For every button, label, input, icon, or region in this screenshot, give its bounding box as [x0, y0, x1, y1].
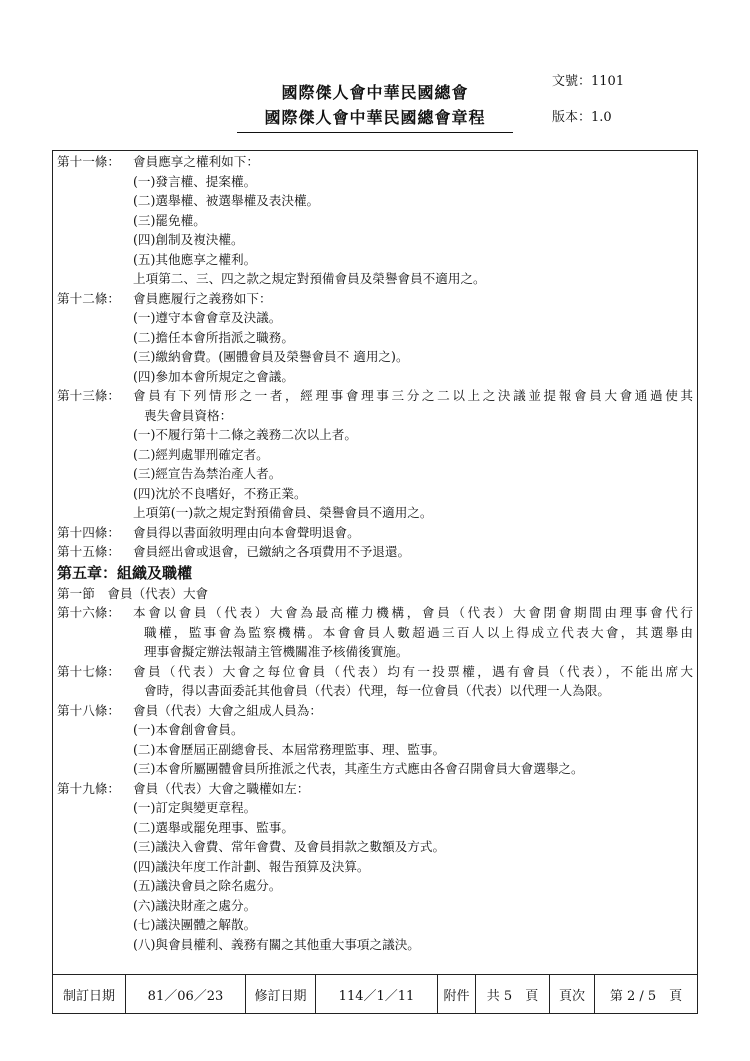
article-item: (二)選舉或罷免理事、監事。 — [133, 819, 294, 835]
article-item: (三)經宣告為禁治產人者。 — [133, 466, 282, 481]
attachment-value: 共 5 頁 — [476, 975, 550, 1013]
content-frame — [52, 150, 698, 975]
article-item: 上項第(一)款之規定對預備會員、榮譽會員不適用之。 — [133, 505, 433, 520]
article-text: 會員有下列情形之一者，經理事會理事三分之二以上之決議並提報會員大會通過使其 — [133, 388, 693, 403]
article-item: (二)經判處罪刑確定者。 — [133, 446, 269, 462]
article-item: (一)發言權、提案權。 — [133, 173, 257, 189]
article-item: (二)擔任本會所指派之職務。 — [133, 329, 294, 345]
article-label: 第十六條： — [57, 605, 120, 620]
article-item: (四)沈於不良嗜好，不務正業。 — [133, 485, 307, 501]
article-label: 第十三條： — [57, 388, 120, 403]
article-item: (四)創制及複決權。 — [133, 232, 244, 247]
article-line — [57, 779, 693, 799]
article-item: (二)選舉權、被選舉權及表決權。 — [133, 193, 320, 208]
article-item: (一)不履行第十二條之義務二次以上者。 — [133, 427, 357, 442]
article-item: (五)議決會員之除名處分。 — [133, 878, 282, 893]
article-line — [57, 523, 693, 543]
document-title: 國際傑人會中華民國總會章程 — [237, 105, 513, 133]
doc-number: 文號：1101 — [552, 74, 625, 89]
article-item: (一)訂定與變更章程。 — [133, 800, 257, 815]
article-line — [57, 603, 693, 623]
article-item: (一)本會創會會員。 — [133, 722, 244, 737]
article-label: 第十八條： — [57, 702, 120, 718]
organization-name: 國際傑人會中華民國總會 — [281, 83, 469, 102]
article-line — [57, 386, 693, 406]
article-text: 會員（代表）大會之每位會員（代表）均有一投票權，遇有會員（代表），不能出席大 — [133, 663, 693, 679]
article-label: 第十四條： — [57, 524, 120, 540]
article-line — [57, 701, 693, 721]
article-item: (三)本會所屬團體會員所推派之代表，其產生方式應由各會召開會員大會選舉之。 — [133, 761, 584, 776]
article-item: (一)遵守本會會章及決議。 — [133, 310, 282, 325]
article-label: 第十七條： — [57, 663, 120, 679]
article-item: (二)本會歷屆正副總會長、本屆常務理監事、理、監事。 — [133, 741, 446, 757]
article-text: 會員（代表）大會之職權如左： — [133, 780, 310, 796]
page-label: 頁次 — [550, 975, 595, 1013]
article-text: 會員經出會或退會，已繳納之各項費用不予退還。 — [133, 544, 411, 559]
revise-date-value: 114／1／11 — [316, 975, 438, 1013]
article-continuation: 喪失會員資格： — [144, 407, 233, 423]
article-line — [57, 152, 693, 172]
article-item: (四)議決年度工作計劃、報告預算及決算。 — [133, 858, 370, 874]
article-item: (七)議決團體之解散。 — [133, 917, 257, 932]
article-item: (六)議決財產之處分。 — [133, 897, 257, 913]
articles-bottom — [57, 603, 693, 954]
article-continuation: 理事會擬定辦法報請主管機關准予核備後實施。 — [144, 644, 409, 659]
article-content — [57, 152, 693, 954]
article-continuation: 會時，得以書面委託其他會員（代表）代理，每一位會員（代表）以代理一人為限。 — [144, 683, 610, 698]
article-item: (八)與會員權利、義務有關之其他重大事項之議決。 — [133, 936, 420, 952]
article-label: 第十二條： — [57, 290, 120, 306]
article-item: (三)罷免權。 — [133, 212, 206, 228]
article-label: 第十五條： — [57, 544, 120, 559]
articles-top — [57, 152, 693, 562]
enact-date-label: 制訂日期 — [53, 975, 126, 1013]
article-item: 上項第二、三、四之款之規定對預備會員及榮譽會員不適用之。 — [133, 271, 486, 286]
document-header — [0, 0, 750, 150]
article-text: 會員得以書面敘明理由向本會聲明退會。 — [133, 524, 360, 540]
article-text: 會員應享之權利如下： — [133, 154, 259, 169]
article-line — [57, 662, 693, 682]
revise-date-label: 修訂日期 — [246, 975, 316, 1013]
article-text: 本會以會員（代表）大會為最高權力機構，會員（代表）大會閉會期間由理事會代行 — [133, 605, 693, 620]
footer-table — [52, 974, 698, 1014]
section-heading: 第一節 會員（代表）大會 — [57, 585, 209, 601]
article-item: (四)參加本會所規定之會議。 — [133, 368, 294, 384]
doc-version: 版本：1.0 — [552, 110, 612, 125]
attachment-label: 附件 — [438, 975, 476, 1013]
chapter-heading: 第五章：組織及職權 — [57, 563, 193, 582]
article-label: 第十九條： — [57, 780, 120, 796]
article-text: 會員（代表）大會之組成人員為： — [133, 702, 322, 718]
article-continuation: 職權，監事會為監察機構。本會會員人數超過三百人以上得成立代表大會，其選舉由 — [144, 624, 693, 640]
article-item: (五)其他應享之權利。 — [133, 251, 257, 267]
article-text: 會員應履行之義務如下： — [133, 290, 272, 306]
page-value: 第 2 / 5 頁 — [609, 988, 683, 1004]
article-item: (三)繳納會費。(團體會員及榮譽會員不 適用之)。 — [133, 349, 409, 364]
article-line — [57, 542, 693, 562]
article-item: (三)議決入會費、常年會費、及會員捐款之數額及方式。 — [133, 839, 446, 854]
enact-date-value: 81／06／23 — [126, 975, 246, 1013]
article-label: 第十一條： — [57, 154, 120, 169]
article-line — [57, 289, 693, 309]
